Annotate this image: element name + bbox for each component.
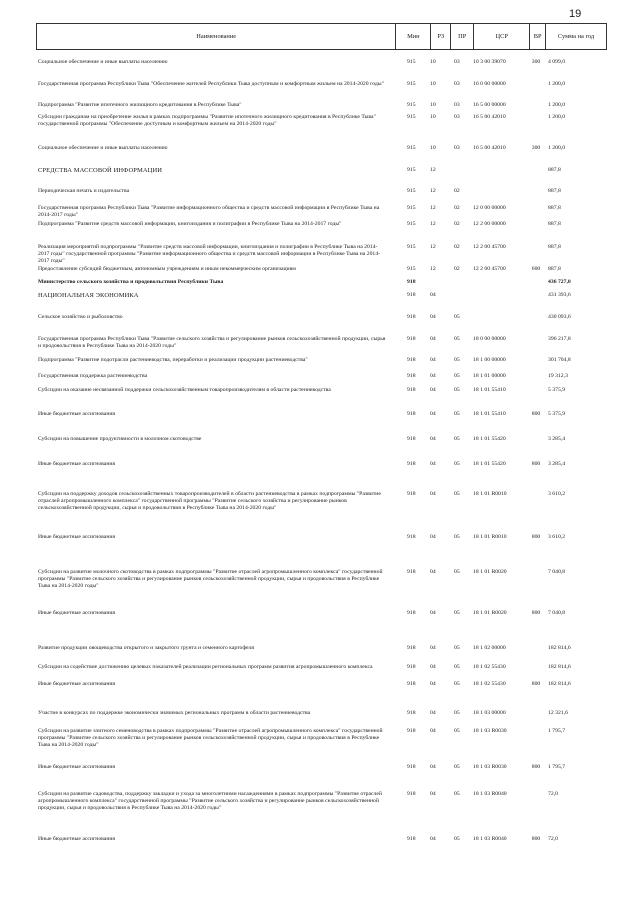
cell-name: Иные бюджетные ассигнования (38, 534, 116, 540)
cell-pr: 02 (454, 266, 460, 272)
cell-name: Субсидии на поддержку доходов сельскохозяйственных товаропроизводителей в области растениеводства в рамках подпрограммы "Развитие отраслей агропромышленного комплекса" государственной программы "Развитие сельского хозяйства и регулирование рынков сельскохозяйственной продукции, сырья и продовольствия в Республике Тыва на 2014-2020 годы" (38, 491, 381, 511)
cell-min: 918 (407, 461, 416, 467)
cell-sum: 182 814,6 (548, 645, 571, 651)
cell-sum: 72,0 (548, 836, 558, 842)
cell-rz: 04 (430, 764, 436, 770)
cell-name: Субсидии на развитие садоводства, поддержку закладки и ухода за многолетними насаждениями в рамках подпрограммы "Развитие отраслей агропромышленного комплекса" государственной программы "Развитие сельского хозяйства и регулирование рынков сельскохозяйственной продукции, сырья и продовольствия в Республике Тыва на 2014-2020 годы" (38, 791, 382, 811)
cell-csr: 18 1 01 55410 (473, 411, 506, 417)
cell-csr: 12 2 00 00000 (473, 221, 506, 227)
cell-sum: 72,0 (548, 791, 558, 797)
cell-sum: 430 093,6 (548, 314, 571, 320)
cell-pr: 02 (454, 188, 460, 194)
cell-rz: 04 (430, 710, 436, 716)
header-csr: ЦСР (474, 24, 530, 49)
cell-sum: 7 040,8 (548, 610, 566, 616)
cell-name: Развитие продукции овощеводства открытого и закрытого грунта и семенного картофеля (38, 645, 255, 651)
cell-pr: 03 (454, 81, 460, 87)
cell-min: 918 (407, 836, 416, 842)
cell-sum: 3 610,2 (548, 534, 566, 540)
cell-pr: 03 (454, 102, 460, 108)
cell-csr: 18 1 03 00000 (473, 710, 506, 716)
header-vr: ВР (530, 24, 546, 49)
cell-sum: 1 200,0 (548, 114, 566, 120)
cell-pr: 02 (454, 244, 460, 250)
cell-csr: 18 1 00 00000 (473, 357, 506, 363)
cell-min: 918 (407, 645, 416, 651)
cell-min: 915 (407, 81, 416, 87)
cell-rz: 12 (430, 167, 436, 173)
cell-sum: 436 727,0 (548, 279, 571, 285)
cell-rz: 04 (430, 373, 436, 379)
cell-rz: 10 (430, 102, 436, 108)
cell-min: 918 (407, 681, 416, 687)
cell-min: 915 (407, 59, 416, 65)
cell-pr: 05 (454, 728, 460, 734)
cell-pr: 05 (454, 461, 460, 467)
cell-rz: 04 (430, 461, 436, 467)
cell-name: Субсидии гражданам на приобретение жилья в рамках подпрограммы "Развитие ипотечного жилищного кредитования в Республике Тыва" государственной программы "Обеспечение доступным и комфортным жильем на 2014-2020 годы" (38, 114, 376, 127)
cell-csr: 18 1 01 R0010 (473, 534, 507, 540)
cell-rz: 12 (430, 205, 436, 211)
cell-name: Сельское хозяйство и рыболовство (38, 314, 123, 320)
cell-name: Иные бюджетные ассигнования (38, 610, 116, 616)
cell-pr: 05 (454, 791, 460, 797)
cell-sum: 5 375,9 (548, 411, 566, 417)
header-pr: ПР (451, 24, 474, 49)
cell-min: 915 (407, 102, 416, 108)
cell-csr: 18 1 03 R0040 (473, 791, 507, 797)
cell-sum: 431 393,6 (548, 292, 571, 298)
cell-rz: 04 (430, 728, 436, 734)
table-header (36, 23, 607, 50)
cell-min: 915 (407, 244, 416, 250)
cell-csr: 18 0 00 00000 (473, 336, 506, 342)
cell-name: Социальное обеспечение и иные выплаты населению (38, 59, 168, 65)
cell-csr: 18 1 01 R0020 (473, 569, 507, 575)
cell-name: Субсидии на повышение продуктивности в молочном скотоводстве (38, 436, 202, 442)
cell-rz: 04 (430, 664, 436, 670)
cell-sum: 7 040,8 (548, 569, 566, 575)
cell-rz: 04 (430, 836, 436, 842)
cell-csr: 12 2 00 45700 (473, 266, 506, 272)
cell-pr: 05 (454, 336, 460, 342)
cell-min: 918 (407, 791, 416, 797)
cell-sum: 1 200,0 (548, 145, 566, 151)
cell-csr: 18 1 01 55410 (473, 387, 506, 393)
cell-min: 918 (407, 314, 416, 320)
cell-min: 918 (407, 336, 416, 342)
cell-rz: 04 (430, 336, 436, 342)
cell-pr: 03 (454, 114, 460, 120)
cell-csr: 18 1 02 55430 (473, 664, 506, 670)
cell-sum: 3 285,4 (548, 461, 566, 467)
cell-rz: 10 (430, 114, 436, 120)
cell-sum: 5 375,9 (548, 387, 566, 393)
cell-pr: 05 (454, 357, 460, 363)
cell-rz: 12 (430, 188, 436, 194)
cell-pr: 05 (454, 836, 460, 842)
cell-rz: 04 (430, 292, 436, 298)
cell-name: Подпрограмма "Развитие средств массовой информации, книгоиздания и полиграфии в Республике Тыва на 2014-2017 годы" (38, 221, 342, 227)
cell-name: Государственная поддержка растениеводства (38, 373, 148, 379)
cell-pr: 05 (454, 314, 460, 320)
cell-name: Субсидии на развитие молочного скотоводства в рамках подпрограммы "Развитие отраслей агропромышленного комплекса" государственной программы "Развитие сельского хозяйства и регулирование рынков сельскохозяйственной продукции, сырья и продовольствия в Республике Тыва на 2014-2020 годы" (38, 569, 383, 589)
cell-rz: 12 (430, 244, 436, 250)
cell-csr: 18 1 02 55430 (473, 681, 506, 687)
cell-rz: 04 (430, 436, 436, 442)
cell-min: 915 (407, 167, 416, 173)
cell-sum: 12 321,6 (548, 710, 568, 716)
budget-table (36, 23, 607, 842)
cell-sum: 887,8 (548, 221, 561, 227)
cell-csr: 18 1 01 55420 (473, 461, 506, 467)
cell-min: 915 (407, 205, 416, 211)
cell-csr: 18 1 03 R0040 (473, 836, 507, 842)
cell-min: 918 (407, 534, 416, 540)
cell-min: 918 (407, 764, 416, 770)
cell-min: 918 (407, 610, 416, 616)
cell-name: Субсидии на оказание несвязанной поддержки сельскохозяйственным товаропроизводителям в области растениеводства (38, 387, 331, 393)
cell-sum: 3 285,4 (548, 436, 566, 442)
cell-rz: 04 (430, 357, 436, 363)
header-min: Мин (396, 24, 431, 49)
cell-min: 915 (407, 145, 416, 151)
cell-pr: 05 (454, 491, 460, 497)
cell-name: Реализация мероприятий подпрограммы "Развитие средств массовой информации, книгоиздания и полиграфии в Республике Тыва на 2014-2017 годы" государственной программы "Развитие информационного общества и средств массовой информации в Республике Тыва на 2014-2017 годы" (38, 244, 381, 264)
cell-pr: 05 (454, 764, 460, 770)
cell-sum: 4 099,0 (548, 59, 566, 65)
cell-name: Иные бюджетные ассигнования (38, 836, 116, 842)
cell-vr: 300 (531, 145, 541, 151)
cell-min: 915 (407, 221, 416, 227)
cell-vr: 800 (531, 681, 541, 687)
cell-rz: 04 (430, 491, 436, 497)
cell-rz: 04 (430, 411, 436, 417)
cell-rz: 04 (430, 681, 436, 687)
cell-csr: 18 1 03 R0030 (473, 764, 507, 770)
cell-sum: 887,8 (548, 167, 561, 173)
cell-name: Государственная программа Республики Тыва "Развитие информационного общества и средств массовой информации в Республике Тыва на 2014-2017 годы" (38, 205, 380, 218)
cell-min: 918 (407, 357, 416, 363)
header-rz: РЗ (431, 24, 451, 49)
cell-name: Подпрограмма "Развитие ипотечного жилищного кредитования в Республике Тыва" (38, 102, 242, 108)
cell-csr: 18 1 01 55420 (473, 436, 506, 442)
cell-vr: 800 (531, 764, 541, 770)
cell-min: 918 (407, 569, 416, 575)
cell-name: Субсидии на развитие элитного семеноводства в рамках подпрограммы "Развитие отраслей агропромышленного комплекса" государственной программы "Развитие сельского хозяйства и регулирование рынков сельскохозяйственной продукции, сырья и продовольствия в Республике Тыва на 2014-2020 годы" (38, 728, 383, 748)
cell-csr: 16 5 00 00000 (473, 102, 506, 108)
cell-pr: 05 (454, 534, 460, 540)
cell-rz: 12 (430, 266, 436, 272)
cell-name: Социальное обеспечение и иные выплаты населению (38, 145, 168, 151)
cell-csr: 18 1 01 00000 (473, 373, 506, 379)
cell-csr: 12 0 00 00000 (473, 205, 506, 211)
cell-csr: 16 0 00 00000 (473, 81, 506, 87)
cell-pr: 05 (454, 387, 460, 393)
cell-vr: 300 (531, 59, 541, 65)
cell-pr: 02 (454, 205, 460, 211)
cell-min: 918 (407, 292, 416, 298)
cell-name: Иные бюджетные ассигнования (38, 681, 116, 687)
cell-pr: 05 (454, 681, 460, 687)
cell-min: 918 (407, 664, 416, 670)
cell-rz: 10 (430, 145, 436, 151)
cell-pr: 05 (454, 373, 460, 379)
cell-rz: 04 (430, 645, 436, 651)
cell-sum: 396 217,8 (548, 336, 571, 342)
cell-name: Иные бюджетные ассигнования (38, 411, 116, 417)
cell-sum: 19 312,3 (548, 373, 568, 379)
cell-sum: 182 814,6 (548, 664, 571, 670)
cell-name: СРЕДСТВА МАССОВОЙ ИНФОРМАЦИИ (38, 167, 163, 174)
cell-sum: 887,8 (548, 266, 561, 272)
cell-vr: 800 (531, 534, 541, 540)
cell-sum: 887,8 (548, 244, 561, 250)
cell-min: 918 (407, 436, 416, 442)
cell-pr: 05 (454, 664, 460, 670)
cell-pr: 05 (454, 569, 460, 575)
cell-name: Иные бюджетные ассигнования (38, 764, 116, 770)
cell-pr: 05 (454, 436, 460, 442)
cell-name: Государственная программа Республики Тыва "Обеспечение жителей Республики Тыва доступным и комфортным жильем на 2014-2020 годы" (38, 81, 384, 87)
cell-name: Подпрограмма "Развитие подотрасли растениеводства, переработки и реализации продукции растениеводства" (38, 357, 308, 363)
cell-sum: 182 814,6 (548, 681, 571, 687)
header-name: Наименование (37, 24, 396, 49)
cell-min: 915 (407, 114, 416, 120)
cell-min: 918 (407, 279, 416, 285)
cell-csr: 10 3 00 39070 (473, 59, 506, 65)
header-sum: Сумма на год (546, 24, 607, 49)
cell-name: Участие в конкурсах по поддержке экономически значимых региональных программ в области растениеводства (38, 710, 311, 716)
cell-rz: 04 (430, 569, 436, 575)
cell-vr: 800 (531, 836, 541, 842)
cell-rz: 04 (430, 314, 436, 320)
cell-name: Министерство сельского хозяйства и продовольствия Республики Тыва (38, 279, 224, 285)
page-number: 19 (569, 8, 582, 20)
cell-sum: 301 704,8 (548, 357, 571, 363)
cell-csr: 18 1 01 R0020 (473, 610, 507, 616)
cell-rz: 04 (430, 791, 436, 797)
cell-min: 918 (407, 411, 416, 417)
cell-min: 918 (407, 728, 416, 734)
cell-min: 915 (407, 266, 416, 272)
cell-csr: 18 1 03 R0030 (473, 728, 507, 734)
cell-pr: 03 (454, 59, 460, 65)
cell-pr: 05 (454, 710, 460, 716)
cell-sum: 887,8 (548, 205, 561, 211)
cell-pr: 05 (454, 411, 460, 417)
cell-name: Иные бюджетные ассигнования (38, 461, 116, 467)
cell-vr: 800 (531, 610, 541, 616)
cell-csr: 16 5 00 42010 (473, 114, 506, 120)
cell-min: 918 (407, 387, 416, 393)
cell-vr: 800 (531, 461, 541, 467)
cell-rz: 04 (430, 534, 436, 540)
cell-csr: 18 1 01 R0010 (473, 491, 507, 497)
cell-csr: 12 2 00 45700 (473, 244, 506, 250)
cell-sum: 1 795,7 (548, 728, 566, 734)
cell-name: Предоставление субсидий бюджетным, автономным учреждениям и иным некоммерческим организациям (38, 266, 296, 272)
cell-rz: 10 (430, 59, 436, 65)
cell-min: 918 (407, 710, 416, 716)
cell-csr: 18 1 02 00000 (473, 645, 506, 651)
cell-min: 918 (407, 373, 416, 379)
cell-pr: 05 (454, 610, 460, 616)
cell-sum: 887,8 (548, 188, 561, 194)
cell-sum: 1 795,7 (548, 764, 566, 770)
cell-sum: 1 200,0 (548, 81, 566, 87)
cell-name: Субсидии на содействие достижению целевых показателей реализации региональных программ развития агропромышленного комплекса (38, 664, 373, 670)
cell-vr: 600 (531, 266, 541, 272)
cell-rz: 10 (430, 81, 436, 87)
cell-name: НАЦИОНАЛЬНАЯ ЭКОНОМИКА (38, 292, 139, 299)
cell-rz: 12 (430, 221, 436, 227)
cell-min: 918 (407, 491, 416, 497)
cell-csr: 16 5 00 42010 (473, 145, 506, 151)
cell-sum: 1 200,0 (548, 102, 566, 108)
cell-min: 915 (407, 188, 416, 194)
cell-pr: 03 (454, 145, 460, 151)
cell-vr: 800 (531, 411, 541, 417)
cell-sum: 3 610,2 (548, 491, 566, 497)
cell-name: Государственная программа Республики Тыва "Развитие сельского хозяйства и регулирование рынков сельскохозяйственной продукции, сырья и продовольствия в Республике Тыва на 2014-2020 годы" (38, 336, 386, 349)
cell-rz: 04 (430, 387, 436, 393)
cell-name: Периодическая печать и издательства (38, 188, 130, 194)
cell-pr: 05 (454, 645, 460, 651)
cell-rz: 04 (430, 610, 436, 616)
cell-pr: 02 (454, 221, 460, 227)
